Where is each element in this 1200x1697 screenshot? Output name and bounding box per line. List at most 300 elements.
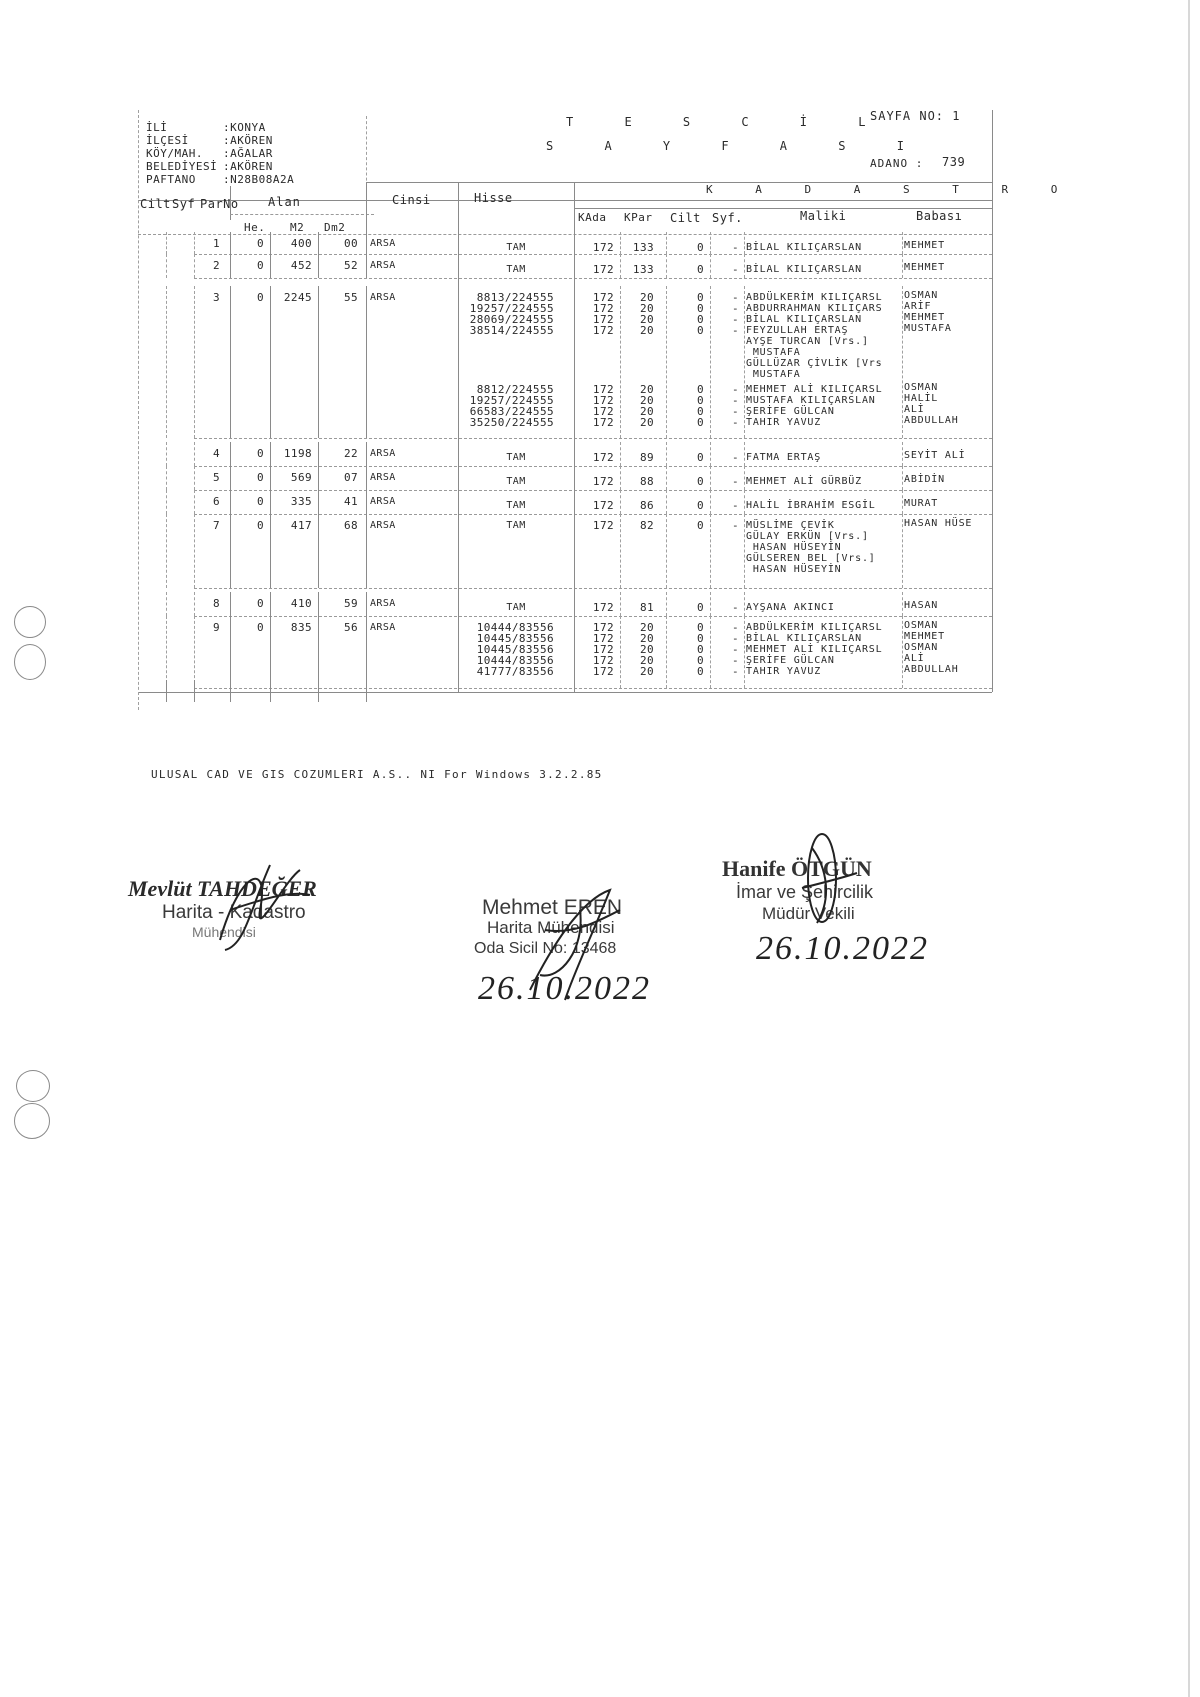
column-divider: [366, 514, 367, 588]
parcel-type: ARSA: [370, 622, 396, 633]
owner-name: HALİL İBRAHİM ESGİL: [746, 500, 876, 511]
column-divider: [366, 490, 367, 514]
column-divider: [194, 514, 195, 588]
cadastral-parcel: 20: [639, 416, 654, 429]
owner-name: FATMA ERTAŞ: [746, 452, 822, 463]
column-divider: [902, 254, 903, 278]
document-title: T E S C İ L: [566, 115, 888, 129]
column-divider: [194, 254, 195, 278]
share-fraction: 19257/224555: [469, 302, 554, 315]
column-divider: [230, 680, 231, 702]
column-divider: [744, 592, 745, 616]
cadastral-block: 172: [592, 519, 614, 532]
cadastral-volume: 0: [696, 643, 704, 656]
column-divider: [902, 490, 903, 514]
parcel-number: 5: [212, 471, 220, 484]
column-divider: [620, 232, 621, 254]
share-fraction: TAM: [506, 500, 526, 511]
parcel-type: ARSA: [370, 448, 396, 459]
adano-label: ADANO :: [870, 157, 924, 170]
punch-hole-top-2: [14, 644, 46, 680]
parcel-number: 1: [212, 237, 220, 250]
software-footer: ULUSAL CAD VE GIS COZUMLERI A.S.. NI For Windows 3.2.2.85: [151, 768, 603, 781]
cadastral-page: -: [732, 263, 740, 276]
cadastral-parcel: 89: [639, 451, 654, 464]
cadastral-page: -: [732, 621, 740, 634]
column-divider: [318, 490, 319, 514]
tescil-document: [138, 109, 1076, 760]
cadastral-parcel: 20: [639, 394, 654, 407]
column-divider: [902, 514, 903, 588]
cadastral-page: -: [732, 643, 740, 656]
cadastral-block: 172: [592, 394, 614, 407]
parcel-type: ARSA: [370, 520, 396, 531]
column-divider: [318, 232, 319, 254]
signatory-sub-1: Mühendisi: [192, 924, 256, 940]
column-divider: [230, 286, 231, 438]
header-label: BELEDİYESİ: [146, 160, 218, 173]
column-divider: [902, 616, 903, 688]
column-divider: [318, 680, 319, 702]
cadastral-block: 172: [592, 499, 614, 512]
cadastral-block: 172: [592, 416, 614, 429]
column-divider: [194, 232, 195, 254]
cadastral-parcel: 88: [639, 475, 654, 488]
parcel-number: 6: [212, 495, 220, 508]
column-divider: [318, 442, 319, 466]
father-name: HALİL: [904, 393, 939, 404]
column-divider: [366, 466, 367, 490]
signatory-name-2: Mehmet EREN: [482, 896, 623, 919]
column-divider: [744, 232, 745, 254]
share-fraction: TAM: [506, 264, 526, 275]
owner-name: ŞERİFE GÜLCAN: [746, 655, 835, 666]
cadastral-block: 172: [592, 263, 614, 276]
father-name: HASAN: [904, 600, 939, 611]
cadastral-volume: 0: [696, 291, 704, 304]
column-divider: [166, 286, 167, 438]
column-divider: [366, 286, 367, 438]
cadastral-page: -: [732, 632, 740, 645]
parcel-m2: 417: [290, 519, 312, 532]
cadastral-parcel: 20: [639, 621, 654, 634]
column-divider: [166, 616, 167, 688]
share-fraction: TAM: [506, 602, 526, 613]
parcel-he: 0: [256, 237, 264, 250]
column-divider: [166, 490, 167, 514]
signature-date-2: 26.10.2022: [478, 970, 651, 1007]
column-divider: [366, 232, 367, 254]
share-fraction: 10444/83556: [476, 654, 554, 667]
parcel-number: 4: [212, 447, 220, 460]
rule-line: [194, 438, 992, 439]
header-label: İLİ: [146, 121, 168, 134]
share-fraction: TAM: [506, 520, 526, 531]
share-fraction: 35250/224555: [469, 416, 554, 429]
column-divider: [318, 254, 319, 278]
column-divider: [710, 232, 711, 254]
column-divider: [744, 442, 745, 466]
father-name: SEYİT ALİ: [904, 450, 966, 461]
owner-name: AYŞANA AKINCI: [746, 602, 835, 613]
father-name: ABDULLAH: [904, 664, 959, 675]
parcel-dm2: 00: [343, 237, 358, 250]
col-header-kpar: KPar: [624, 211, 653, 224]
owner-name: MÜSLİME ÇEVİK: [746, 520, 835, 531]
cadastral-volume: 0: [696, 451, 704, 464]
cadastral-volume: 0: [696, 632, 704, 645]
parcel-dm2: 68: [343, 519, 358, 532]
father-name: ALİ: [904, 653, 925, 664]
column-divider: [270, 442, 271, 466]
cadastral-parcel: 20: [639, 313, 654, 326]
header-value: :AKÖREN: [223, 160, 273, 173]
column-divider: [230, 466, 231, 490]
column-divider: [230, 514, 231, 588]
cadastral-volume: 0: [696, 519, 704, 532]
col-header-parno: ParNo: [200, 197, 239, 211]
cadastral-parcel: 20: [639, 302, 654, 315]
cadastral-page: -: [732, 394, 740, 407]
cadastral-block: 172: [592, 405, 614, 418]
cadastral-volume: 0: [696, 654, 704, 667]
column-divider: [620, 592, 621, 616]
cadastral-page: -: [732, 383, 740, 396]
handwritten-signature-2: [520, 880, 630, 1010]
cadastral-page: -: [732, 291, 740, 304]
column-divider: [318, 514, 319, 588]
col-header-dm2: Dm2: [324, 221, 346, 234]
column-divider: [230, 232, 231, 254]
cadastral-parcel: 133: [632, 241, 654, 254]
cadastral-page: -: [732, 654, 740, 667]
column-divider: [194, 286, 195, 438]
parcel-number: 9: [212, 621, 220, 634]
column-divider: [366, 254, 367, 278]
owner-name: ABDURRAHMAN KILIÇARS: [746, 303, 883, 314]
column-divider: [194, 466, 195, 490]
cadastral-volume: 0: [696, 263, 704, 276]
punch-hole-top-1: [14, 606, 46, 638]
owner-name: AYŞE TURCAN [Vrs.]: [746, 336, 869, 347]
column-divider: [194, 442, 195, 466]
column-divider: [318, 466, 319, 490]
column-divider: [318, 616, 319, 688]
column-divider: [620, 466, 621, 490]
column-divider: [710, 442, 711, 466]
column-divider: [230, 592, 231, 616]
column-divider: [194, 490, 195, 514]
parcel-he: 0: [256, 471, 264, 484]
handwritten-signature-1: [200, 850, 320, 960]
column-divider: [270, 680, 271, 702]
column-divider: [366, 616, 367, 688]
cadastral-parcel: 20: [639, 632, 654, 645]
cadastral-parcel: 86: [639, 499, 654, 512]
father-name: OSMAN: [904, 382, 939, 393]
rule-line: [138, 234, 992, 235]
column-divider: [270, 490, 271, 514]
header-value: :N28B08A2A: [223, 173, 295, 186]
signatory-title-3: İmar ve Şehircilik: [736, 882, 874, 902]
cadastral-block: 172: [592, 601, 614, 614]
column-divider: [666, 254, 667, 278]
cadastral-page: -: [732, 499, 740, 512]
owner-name: FEYZULLAH ERTAŞ: [746, 325, 849, 336]
owner-name: HASAN HÜSEYİN: [746, 564, 842, 575]
cadastral-block: 172: [592, 451, 614, 464]
column-divider: [744, 466, 745, 490]
page-edge: [1188, 0, 1190, 1697]
column-divider: [270, 232, 271, 254]
cadastral-page: -: [732, 665, 740, 678]
column-divider: [992, 110, 993, 692]
cadastral-page: -: [732, 451, 740, 464]
share-fraction: 38514/224555: [469, 324, 554, 337]
signature-date-3: 26.10.2022: [756, 930, 929, 967]
column-divider: [166, 442, 167, 466]
cadastral-parcel: 20: [639, 383, 654, 396]
parcel-he: 0: [256, 597, 264, 610]
header-value: :AĞALAR: [223, 147, 273, 160]
parcel-type: ARSA: [370, 472, 396, 483]
column-divider: [710, 254, 711, 278]
column-divider: [666, 490, 667, 514]
owner-name: BİLAL KILIÇARSLAN: [746, 633, 862, 644]
column-divider: [620, 514, 621, 588]
rule-line: [194, 514, 992, 515]
owner-name: ABDÜLKERİM KILIÇARSL: [746, 622, 883, 633]
header-value: :AKÖREN: [223, 134, 273, 147]
cadastral-volume: 0: [696, 665, 704, 678]
rule-line: [194, 254, 992, 255]
cadastral-block: 172: [592, 475, 614, 488]
column-divider: [166, 232, 167, 254]
signatory-name-3: Hanife ÖTGÜN: [722, 856, 872, 881]
column-divider: [270, 616, 271, 688]
cadastral-block: 172: [592, 621, 614, 634]
parcel-type: ARSA: [370, 260, 396, 271]
parcel-he: 0: [256, 621, 264, 634]
cadastral-parcel: 20: [639, 643, 654, 656]
parcel-number: 2: [212, 259, 220, 272]
cadastral-parcel: 20: [639, 324, 654, 337]
parcel-dm2: 07: [343, 471, 358, 484]
parcel-dm2: 59: [343, 597, 358, 610]
rule-line: [138, 692, 992, 693]
column-divider: [166, 680, 167, 702]
share-fraction: TAM: [506, 452, 526, 463]
col-header-cilt: Cilt: [140, 197, 171, 211]
column-divider: [574, 182, 575, 692]
father-name: MEHMET: [904, 631, 945, 642]
column-divider: [902, 466, 903, 490]
rule-line: [230, 214, 374, 215]
column-divider: [270, 466, 271, 490]
share-fraction: 41777/83556: [476, 665, 554, 678]
cadastral-volume: 0: [696, 302, 704, 315]
column-divider: [230, 616, 231, 688]
cadastral-volume: 0: [696, 499, 704, 512]
rule-line: [194, 616, 992, 617]
cadastral-volume: 0: [696, 324, 704, 337]
father-name: ABİDİN: [904, 474, 945, 485]
owner-name: MEHMET ALİ KILIÇARSL: [746, 644, 883, 655]
column-divider: [902, 286, 903, 438]
cadastral-block: 172: [592, 643, 614, 656]
column-divider: [620, 616, 621, 688]
parcel-he: 0: [256, 495, 264, 508]
col-header-kcilt: Cilt: [670, 211, 701, 225]
column-divider: [138, 110, 139, 710]
owner-name: TAHIR YAVUZ: [746, 666, 822, 677]
cadastral-parcel: 20: [639, 654, 654, 667]
owner-name: ABDÜLKERİM KILIÇARSL: [746, 292, 883, 303]
cadastral-page: -: [732, 324, 740, 337]
rule-line: [138, 200, 992, 201]
cadastral-page: -: [732, 405, 740, 418]
column-divider: [666, 442, 667, 466]
owner-name: MUSTAFA: [746, 347, 801, 358]
parcel-type: ARSA: [370, 238, 396, 249]
cadastral-parcel: 20: [639, 291, 654, 304]
cadastral-volume: 0: [696, 621, 704, 634]
parcel-number: 8: [212, 597, 220, 610]
owner-name: MUSTAFA: [746, 369, 801, 380]
col-header-kada: KAda: [578, 211, 607, 224]
header-label: KÖY/MAH.: [146, 147, 203, 160]
signatory-sub-3: Müdür Vekili: [762, 904, 855, 923]
column-divider: [166, 254, 167, 278]
cadastral-volume: 0: [696, 383, 704, 396]
cadastral-block: 172: [592, 291, 614, 304]
column-divider: [710, 490, 711, 514]
column-divider: [744, 286, 745, 438]
share-fraction: TAM: [506, 242, 526, 253]
father-name: HASAN HÜSE: [904, 518, 973, 529]
parcel-dm2: 52: [343, 259, 358, 272]
parcel-m2: 410: [290, 597, 312, 610]
column-divider: [270, 254, 271, 278]
cadastral-parcel: 133: [632, 263, 654, 276]
parcel-m2: 835: [290, 621, 312, 634]
owner-name: MUSTAFA KILIÇARSLAN: [746, 395, 876, 406]
column-divider: [318, 592, 319, 616]
father-name: OSMAN: [904, 290, 939, 301]
column-divider: [620, 490, 621, 514]
cadastral-block: 172: [592, 632, 614, 645]
column-divider: [366, 442, 367, 466]
col-header-hisse: Hisse: [474, 191, 513, 205]
column-divider: [270, 592, 271, 616]
signatory-sub-2: Oda Sicil No: 13468: [474, 940, 617, 957]
punch-hole-bottom-1: [16, 1070, 50, 1102]
column-divider: [710, 592, 711, 616]
parcel-he: 0: [256, 291, 264, 304]
parcel-m2: 400: [290, 237, 312, 250]
parcel-m2: 1198: [283, 447, 312, 460]
parcel-type: ARSA: [370, 496, 396, 507]
parcel-number: 3: [212, 291, 220, 304]
rule-line: [194, 466, 992, 467]
cadastral-block: 172: [592, 313, 614, 326]
col-header-babasi: Babası: [916, 209, 963, 223]
cadastral-block: 172: [592, 324, 614, 337]
cadastral-page: -: [732, 416, 740, 429]
cadastral-block: 172: [592, 241, 614, 254]
column-divider: [620, 254, 621, 278]
share-fraction: 28069/224555: [469, 313, 554, 326]
father-name: ABDULLAH: [904, 415, 959, 426]
parcel-dm2: 55: [343, 291, 358, 304]
parcel-m2: 335: [290, 495, 312, 508]
share-fraction: 66583/224555: [469, 405, 554, 418]
owner-name: GÜLLÜZAR ÇİVLİK [Vrs: [746, 358, 883, 369]
col-header-cinsi: Cinsi: [392, 193, 431, 207]
col-header-syf: Syf: [172, 197, 196, 211]
cadastral-page: -: [732, 601, 740, 614]
column-divider: [902, 232, 903, 254]
parcel-m2: 452: [290, 259, 312, 272]
owner-name: TAHIR YAVUZ: [746, 417, 822, 428]
column-divider: [194, 680, 195, 702]
rule-line: [194, 278, 992, 279]
cadastral-volume: 0: [696, 313, 704, 326]
share-fraction: 10445/83556: [476, 643, 554, 656]
handwritten-signature-3: [792, 828, 862, 938]
rule-line: [194, 588, 992, 589]
column-divider: [366, 592, 367, 616]
column-divider: [620, 286, 621, 438]
share-fraction: 19257/224555: [469, 394, 554, 407]
column-divider: [270, 286, 271, 438]
father-name: MUSTAFA: [904, 323, 952, 334]
column-divider: [230, 490, 231, 514]
page-number: SAYFA NO: 1: [870, 109, 961, 123]
cadastral-volume: 0: [696, 241, 704, 254]
column-divider: [666, 232, 667, 254]
header-label: PAFTANO: [146, 173, 196, 186]
owner-name: BİLAL KILIÇARSLAN: [746, 242, 862, 253]
rule-line: [194, 688, 992, 689]
cadastral-block: 172: [592, 383, 614, 396]
father-name: MURAT: [904, 498, 939, 509]
col-header-m2: M2: [290, 221, 305, 234]
col-header-ksyf: Syf.: [712, 211, 743, 225]
column-divider: [902, 592, 903, 616]
share-fraction: 10444/83556: [476, 621, 554, 634]
parcel-he: 0: [256, 447, 264, 460]
cadastral-volume: 0: [696, 416, 704, 429]
father-name: ARİF: [904, 301, 932, 312]
share-fraction: 8813/224555: [476, 291, 554, 304]
column-divider: [194, 592, 195, 616]
column-divider: [270, 514, 271, 588]
cadastral-volume: 0: [696, 475, 704, 488]
column-divider: [666, 466, 667, 490]
cadastral-parcel: 81: [639, 601, 654, 614]
column-divider: [458, 182, 459, 692]
father-name: MEHMET: [904, 262, 945, 273]
column-divider: [744, 490, 745, 514]
parcel-m2: 2245: [283, 291, 312, 304]
column-divider: [166, 592, 167, 616]
column-divider: [366, 680, 367, 702]
cadastral-parcel: 20: [639, 405, 654, 418]
owner-name: GÜLSEREN BEL [Vrs.]: [746, 553, 876, 564]
parcel-dm2: 22: [343, 447, 358, 460]
parcel-m2: 569: [290, 471, 312, 484]
